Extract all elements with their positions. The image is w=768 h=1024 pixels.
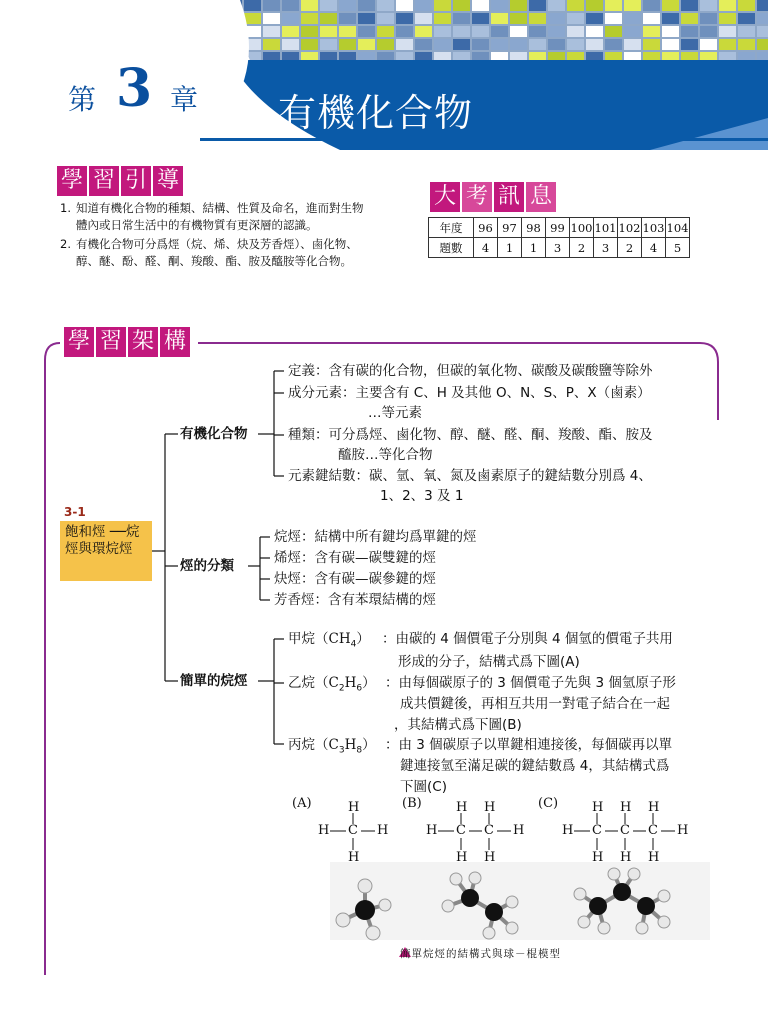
atom-h: H [592,800,604,815]
table-cell: 104 [666,218,690,238]
branch-organic-compounds: 有機化合物 [180,426,248,442]
methane-desc-1: ：由碳的 4 個價電子分別與 4 個氫的價電子共用 [382,631,673,647]
ethane-desc-3: ，其結構式爲下圖(B) [394,717,522,733]
chapter-number: 3 [116,58,153,119]
atom-h: H [562,823,574,838]
item-number: 2. [60,237,71,251]
atom-h: H [426,823,438,838]
table-cell: 96 [474,218,498,238]
propane-desc-1: ：由 3 個碳原子以單鍵相連接後，每個碳再以單 [385,737,673,753]
table-cell: 1 [522,238,546,258]
figure-label-a: (A) [292,796,312,811]
table-cell: 2 [618,238,642,258]
atom-h: H [513,823,525,838]
exam-heading-char: 大 [430,182,460,212]
chapter-suffix: 章 [170,83,199,116]
atom-h: H [620,800,632,815]
bonding-line: 元素鍵結數：碳、氫、氧、氮及鹵素原子的鍵結數分別爲 4、 [288,468,652,484]
table-cell: 2 [570,238,594,258]
atom-h: H [377,823,389,838]
alkene-def: 烯烴：含有碳—碳雙鍵的烴 [274,550,436,566]
section-title-box: 飽和烴 ──烷烴與環烷烴 [60,521,152,581]
elements-line-cont: …等元素 [368,405,422,421]
item-text: 知道有機化合物的種類、結構、性質及命名，進而對生物體內或日常生活中的有機物質有更深層的認識。 [76,201,364,232]
table-cell: 3 [546,238,570,258]
atom-h: H [348,850,360,865]
figure-label-b: (B) [402,796,422,811]
section-number: 3-1 [64,505,86,519]
item-number: 1. [60,201,71,215]
learning-structure-heading [64,327,190,357]
guide-heading-char: 引 [121,166,151,196]
atom-c: C [348,823,358,838]
bonding-line-cont: 1、2、3 及 1 [380,488,464,504]
exam-heading-char: 考 [462,182,492,212]
table-cell: 4 [474,238,498,258]
atom-c: C [456,823,466,838]
branch-hydrocarbon-classification: 烴的分類 [180,558,234,574]
structure-heading-char: 習 [96,327,126,357]
atom-h: H [484,800,496,815]
elements-line: 成分元素：主要含有 C、H 及其他 O、N、S、P、X（鹵素） [288,385,651,401]
table-cell: 100 [570,218,594,238]
branch-simple-alkanes: 簡單的烷烴 [180,673,248,689]
table-cell: 102 [618,218,642,238]
alkane-def: 烷烴：結構中所有鍵均爲單鍵的烴 [274,529,477,545]
item-text: 有機化合物可分爲烴（烷、烯、炔及芳香烴）、鹵化物、醇、醚、酚、醛、酮、羧酸、酯、胺及醯胺等化合物。 [76,237,358,268]
atom-h: H [348,800,360,815]
atom-h: H [456,800,468,815]
atom-h: H [620,850,632,865]
types-line-cont: 醯胺…等化合物 [338,447,433,463]
propane-desc-3: 下圖(C) [400,779,447,795]
methane-desc-2: 形成的分子，結構式爲下圖(A) [398,654,580,670]
atom-c: C [592,823,602,838]
atom-c: C [648,823,658,838]
guide-heading-char: 學 [57,166,87,196]
figure-caption: 簡單烷烴的結構式與球－棍模型 [400,948,561,960]
table-cell: 5 [666,238,690,258]
year-header: 年度 [429,218,474,238]
atom-h: H [484,850,496,865]
exam-heading-char: 訊 [494,182,524,212]
propane-desc-2: 鍵連接氫至滿足碳的鍵結數爲 4，其結構式爲 [400,758,670,774]
ethane-desc-2: 成共價鍵後，再相互共用一對電子結合在一起 [400,696,670,712]
chapter-prefix: 第 [68,83,97,116]
structure-heading-char: 架 [128,327,158,357]
figure-label-c: (C) [538,796,559,811]
propane-name: 丙烷$(C_3H_8)$ [288,737,376,756]
table-cell: 4 [642,238,666,258]
aromatic-def: 芳香烴：含有苯環結構的烴 [274,592,436,608]
structure-heading-char: 學 [64,327,94,357]
table-cell: 99 [546,218,570,238]
guide-heading-char: 導 [153,166,183,196]
atom-h: H [592,850,604,865]
chapter-title: 有機化合物 [278,91,474,135]
guide-heading-char: 習 [89,166,119,196]
exam-heading-char: 息 [526,182,556,212]
types-line: 種類：可分爲烴、鹵化物、醇、醚、醛、酮、羧酸、酯、胺及 [288,427,653,443]
count-header: 題數 [429,238,474,258]
table-cell: 101 [594,218,618,238]
definition-line: 定義：含有碳的化合物，但碳的氧化物、碳酸及碳酸鹽等除外 [288,363,653,379]
table-cell: 98 [522,218,546,238]
table-cell: 3 [594,238,618,258]
alkyne-def: 炔烴：含有碳—碳參鍵的烴 [274,571,436,587]
atom-h: H [318,823,330,838]
table-cell: 1 [498,238,522,258]
atom-c: C [484,823,494,838]
structure-heading-char: 構 [160,327,190,357]
atom-c: C [620,823,630,838]
table-cell: 103 [642,218,666,238]
atom-h: H [677,823,689,838]
atom-h: H [648,850,660,865]
ethane-desc-1: ：由每個碳原子的 3 個價電子先與 3 個氫原子形 [385,675,676,691]
atom-h: H [456,850,468,865]
table-cell: 97 [498,218,522,238]
atom-h: H [648,800,660,815]
methane-name: 甲烷$(CH_4)$ [288,631,370,650]
ethane-name: 乙烷$(C_2H_6)$ [288,675,376,694]
